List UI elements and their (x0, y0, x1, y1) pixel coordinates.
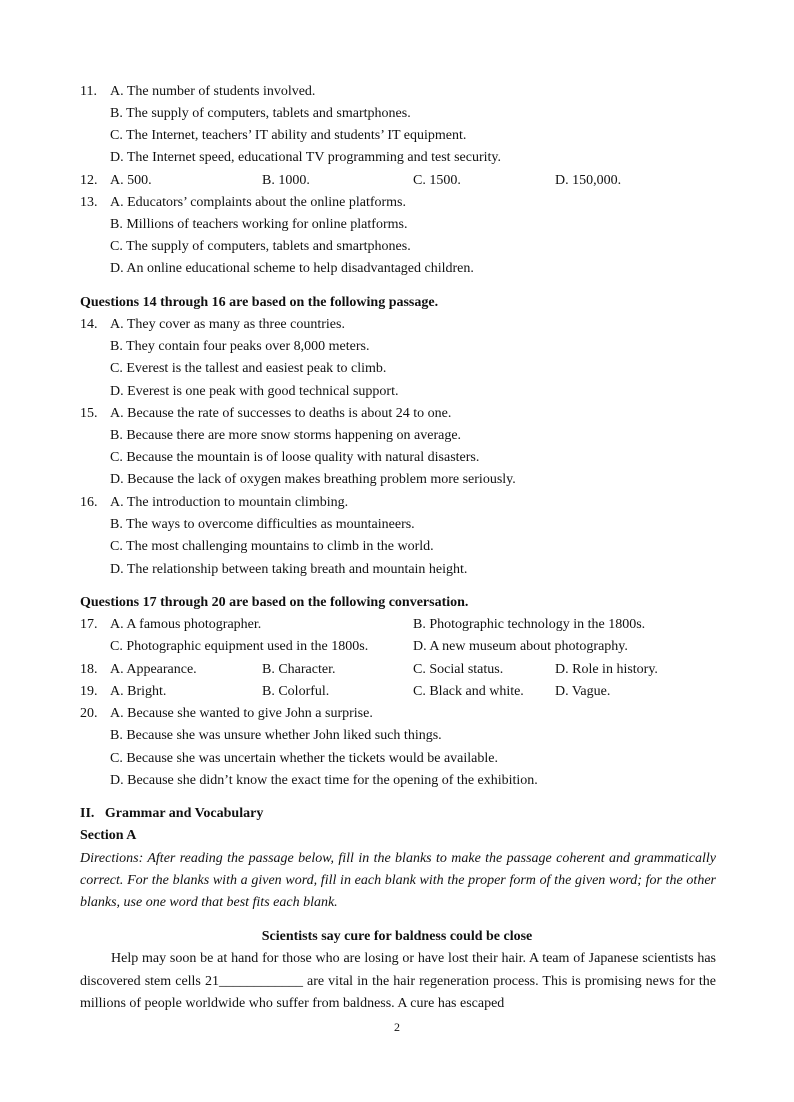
option-a: A. 500. (110, 173, 152, 188)
question-18 (0, 660, 794, 680)
option-d: D. The Internet speed, educational TV programming and test security. (110, 150, 501, 165)
option-c: C. The supply of computers, tablets and smartphones. (110, 239, 411, 254)
question-number: 14. (80, 317, 98, 332)
option-b: B. They contain four peaks over 8,000 meters. (110, 339, 370, 354)
question-17 (0, 615, 794, 635)
question-19 (0, 682, 794, 702)
option-b: B. Millions of teachers working for online platforms. (110, 217, 408, 232)
section-heading: II. Grammar and Vocabulary (80, 806, 264, 821)
option-a: A. Educators’ complaints about the online platforms. (110, 195, 407, 210)
conversation-heading: Questions 17 through 20 are based on the following conversation. (80, 595, 469, 610)
question-number: 19. (80, 684, 98, 699)
option-d: D. Role in history. (555, 662, 658, 677)
option-b: B. Because she was unsure whether John liked such things. (110, 728, 442, 743)
option-d: D. Vague. (555, 684, 611, 699)
option-c: C. 1500. (413, 173, 461, 188)
option-c: C. Black and white. (413, 684, 524, 699)
question-number: 16. (80, 495, 98, 510)
option-d: D. The relationship between taking breath and mountain height. (110, 562, 468, 577)
passage-paragraph: Help may soon be at hand for those who are losing or have lost their hair. A team of Japanese scientists has discovered stem cells 21____________ are vital in the hair regeneration process. This is promising news for the millions of people worldwide who suffer from baldness. A cure has escaped (80, 951, 716, 1011)
option-b: B. The supply of computers, tablets and smartphones. (110, 106, 411, 121)
passage-title: Scientists say cure for baldness could be close (261, 929, 533, 944)
option-d: D. Everest is one peak with good technical support. (110, 384, 399, 399)
option-d: D. An online educational scheme to help disadvantaged children. (110, 261, 474, 276)
option-a: A. The number of students involved. (110, 84, 316, 99)
option-c: C. Social status. (413, 662, 504, 677)
page-number: 2 (394, 1020, 400, 1034)
question-11 (0, 82, 794, 102)
option-d: D. A new museum about photography. (413, 639, 628, 654)
option-c: C. The Internet, teachers’ IT ability and students’ IT equipment. (110, 128, 467, 143)
option-a: A. The introduction to mountain climbing. (110, 495, 349, 510)
directions-text: Directions: After reading the passage below, fill in the blanks to make the passage coherent and grammatically correct. For the blanks with a given word, fill in each blank with the proper form of the given word; for the other blanks, use one word that best fits each blank. (80, 851, 716, 910)
option-d: D. 150,000. (555, 173, 622, 188)
option-a: A. Appearance. (110, 662, 197, 677)
question-number: 11. (80, 84, 97, 99)
option-a: A. Because she wanted to give John a surprise. (110, 706, 373, 721)
option-a: A. Because the rate of successes to deaths is about 24 to one. (110, 406, 452, 421)
option-c: C. The most challenging mountains to climb in the world. (110, 539, 434, 554)
question-15 (0, 404, 794, 424)
question-16 (0, 493, 794, 513)
question-12 (0, 171, 794, 191)
question-number: 20. (80, 706, 98, 721)
option-d: D. Because the lack of oxygen makes breathing problem more seriously. (110, 472, 516, 487)
passage-heading: Questions 14 through 16 are based on the following passage. (80, 295, 439, 310)
option-b: B. Because there are more snow storms happening on average. (110, 428, 462, 443)
question-number: 18. (80, 662, 98, 677)
option-b: B. Character. (262, 662, 336, 677)
option-b: B. Colorful. (262, 684, 330, 699)
question-number: 12. (80, 173, 98, 188)
option-d: D. Because she didn’t know the exact time for the opening of the exhibition. (110, 773, 538, 788)
option-c: C. Everest is the tallest and easiest peak to climb. (110, 361, 387, 376)
option-a: A. They cover as many as three countries. (110, 317, 345, 332)
question-number: 17. (80, 617, 98, 632)
question-14 (0, 315, 794, 335)
question-number: 13. (80, 195, 98, 210)
option-a: A. Bright. (110, 684, 167, 699)
question-13 (0, 193, 794, 213)
option-c: C. Because she was uncertain whether the tickets would be available. (110, 751, 498, 766)
option-b: B. The ways to overcome difficulties as mountaineers. (110, 517, 415, 532)
option-b: B. Photographic technology in the 1800s. (413, 617, 646, 632)
subsection-heading: Section A (80, 828, 137, 843)
option-a: A. A famous photographer. (110, 617, 262, 632)
question-20 (0, 704, 794, 724)
option-c: C. Because the mountain is of loose quality with natural disasters. (110, 450, 480, 465)
option-c: C. Photographic equipment used in the 1800s. (110, 639, 369, 654)
question-number: 15. (80, 406, 98, 421)
option-b: B. 1000. (262, 173, 310, 188)
